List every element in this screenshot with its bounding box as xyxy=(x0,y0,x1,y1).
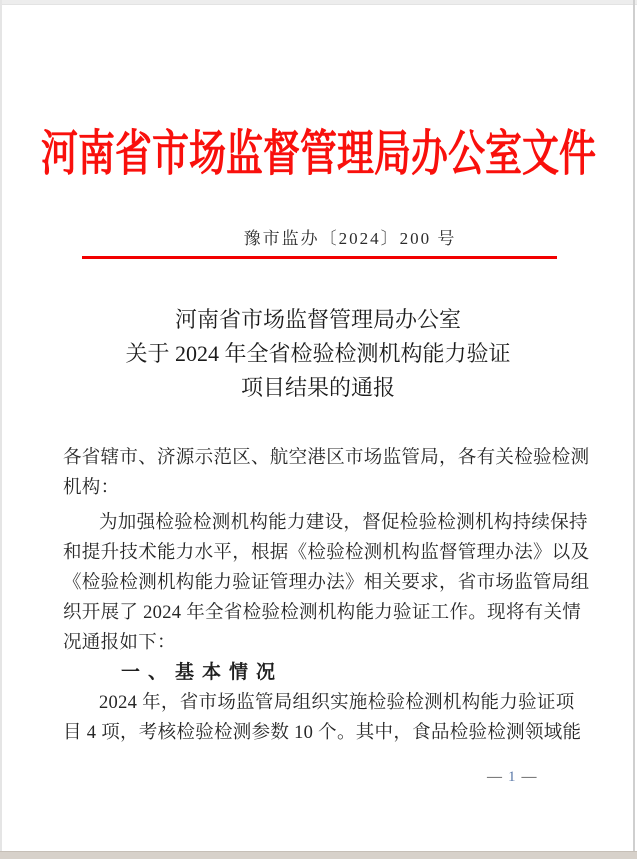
page-number-right-dash: — xyxy=(521,769,537,785)
page-number xyxy=(487,769,537,785)
red-divider-line xyxy=(82,256,557,259)
section-heading-basic-situation: 一、基本情况 xyxy=(121,662,284,683)
body-line-salutation: 机构： xyxy=(63,478,120,498)
body-line: 织开展了 2024 年全省检验检测机构能力验证工作。现将有关情 xyxy=(63,603,582,623)
body-line: 2024 年，省市场监管局组织实施检验检测机构能力验证项 xyxy=(99,693,575,713)
document-title-line: 河南省市场监督管理局办公室 xyxy=(174,307,461,332)
page-top-edge xyxy=(0,0,637,5)
body-line: 和提升技术能力水平，根据《检验检测机构监督管理办法》以及 xyxy=(63,543,590,563)
document-title xyxy=(8,303,628,405)
document-body xyxy=(63,443,590,748)
page-bottom-edge xyxy=(0,851,637,859)
body-line: 况通报如下： xyxy=(63,633,176,653)
body-line: 《检验检测机构能力验证管理办法》相关要求，省市场监管局组 xyxy=(63,573,590,593)
masthead-title: 河南省市场监督管理局办公室文件 xyxy=(41,127,596,182)
body-line-salutation: 各省辖市、济源示范区、航空港区市场监管局，各有关检验检测 xyxy=(63,448,590,468)
document-reference-number: 豫市监办〔2024〕200 号 xyxy=(243,229,457,248)
document-title-line: 项目结果的通报 xyxy=(240,375,395,400)
page-number-value: 1 xyxy=(508,769,516,785)
body-line: 目 4 项，考核检验检测参数 10 个。其中，食品检验检测领域能 xyxy=(63,723,582,743)
page-number-left-dash: — xyxy=(487,769,502,785)
document-title-line: 关于 2024 年全省检验检测机构能力验证 xyxy=(125,341,511,366)
body-line: 为加强检验检测机构能力建设，督促检验检测机构持续保持 xyxy=(99,513,588,533)
